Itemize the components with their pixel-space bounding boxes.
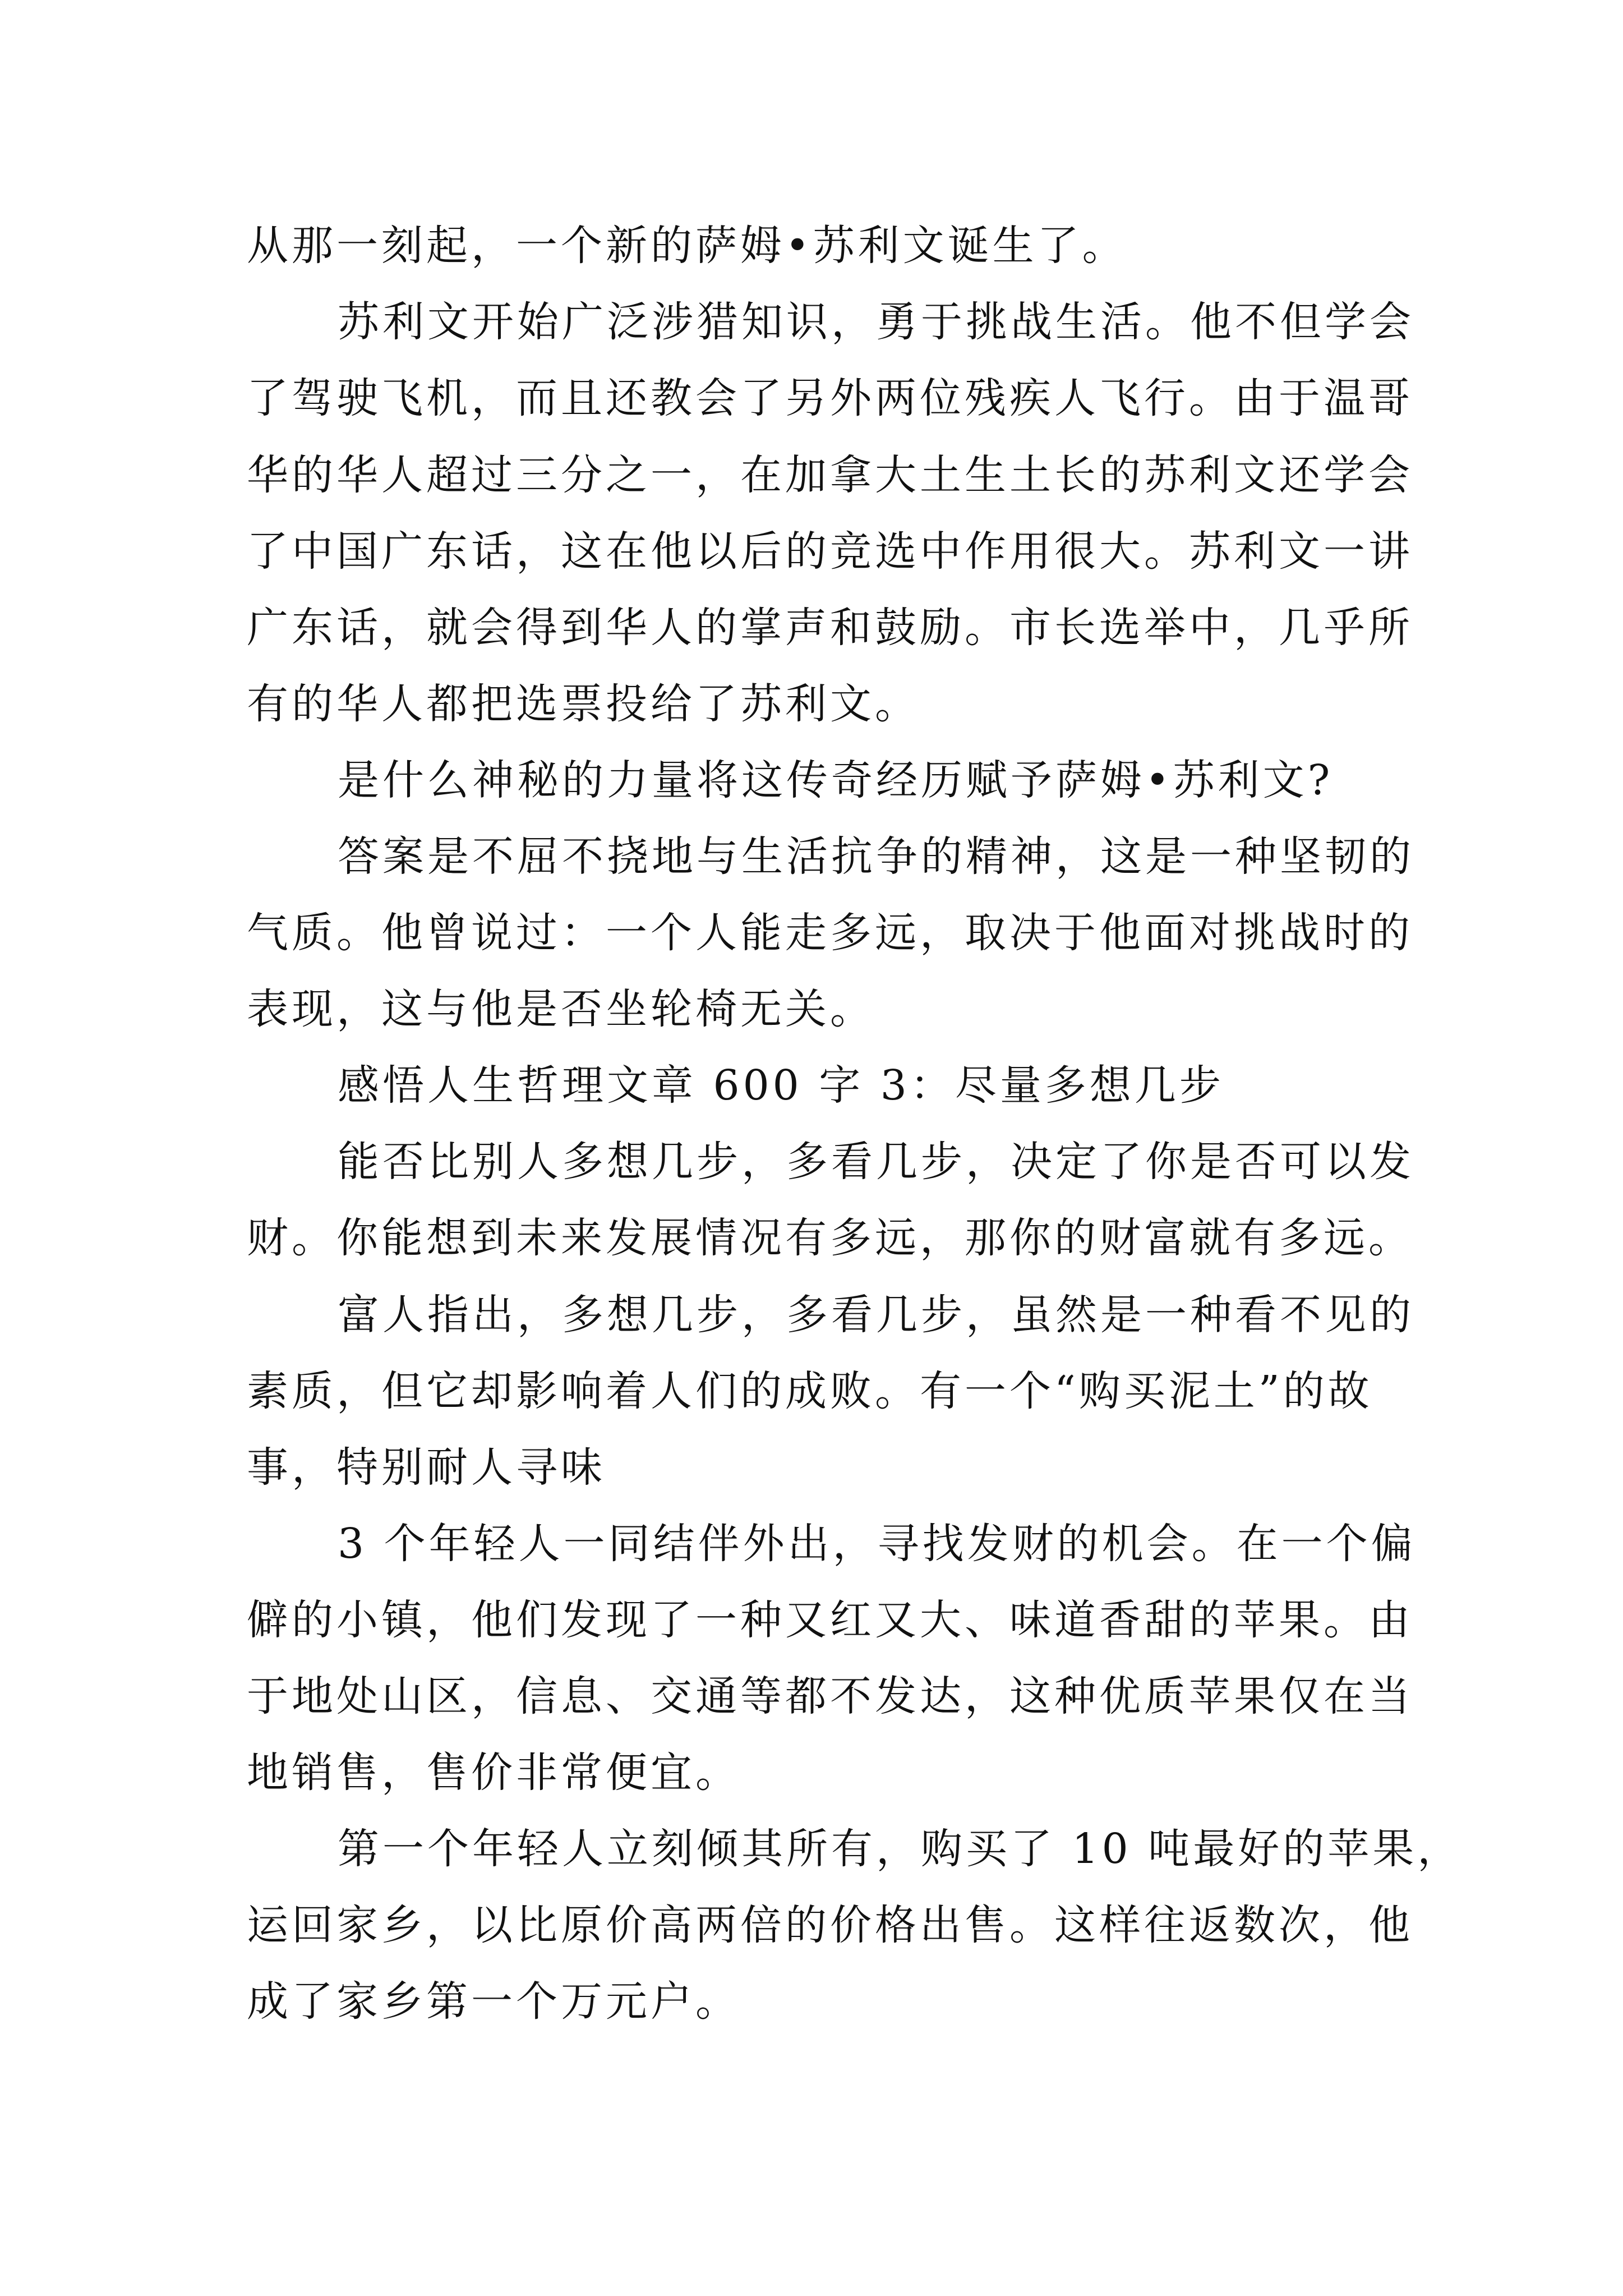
text-line: 华的华人超过三分之一，在加拿大土生土长的苏利文还学会	[247, 451, 1413, 499]
text-line: 表现，这与他是否坐轮椅无关。	[247, 985, 875, 1033]
paragraph-first-line: 苏利文开始广泛涉猎知识，勇于挑战生活。他不但学会	[338, 298, 1414, 346]
text-line: 了驾驶飞机，而且还教会了另外两位残疾人飞行。由于温哥	[247, 374, 1413, 422]
paragraph-first-line: 答案是不屈不挠地与生活抗争的精神，这是一种坚韧的	[338, 832, 1414, 881]
paragraph-first-line: 是什么神秘的力量将这传奇经历赋予萨姆•苏利文?	[338, 756, 1334, 804]
section-heading: 感悟人生哲理文章 600 字 3：尽量多想几步	[338, 1061, 1224, 1110]
text-line: 气质。他曾说过：一个人能走多远，取决于他面对挑战时的	[247, 909, 1413, 957]
paragraph-first-line: 第一个年轻人立刻倾其所有，购买了 10 吨最好的苹果，	[338, 1825, 1463, 1873]
text-line: 事，特别耐人寻味	[247, 1443, 606, 1492]
text-line: 成了家乡第一个万元户。	[247, 1977, 740, 2026]
text-line: 广东话，就会得到华人的掌声和鼓励。市长选举中，几乎所	[247, 604, 1413, 652]
text-line: 素质，但它却影响着人们的成败。有一个“购买泥土”的故	[247, 1367, 1373, 1415]
text-line: 于地处山区，信息、交通等都不发达，这种优质苹果仅在当	[247, 1672, 1413, 1720]
text-line: 财。你能想到未来发展情况有多远，那你的财富就有多远。	[247, 1214, 1413, 1262]
text-line: 地销售，售价非常便宜。	[247, 1749, 740, 1797]
text-line: 有的华人都把选票投给了苏利文。	[247, 680, 920, 728]
paragraph-first-line: 能否比别人多想几步，多看几步，决定了你是否可以发	[338, 1138, 1414, 1186]
paragraph-first-line: 富人指出，多想几步，多看几步，虽然是一种看不见的	[338, 1291, 1414, 1339]
text-line: 运回家乡，以比原价高两倍的价格出售。这样往返数次，他	[247, 1901, 1413, 1949]
text-line: 僻的小镇，他们发现了一种又红又大、味道香甜的苹果。由	[247, 1596, 1413, 1644]
text-line: 从那一刻起，一个新的萨姆•苏利文诞生了。	[247, 222, 1127, 270]
paragraph-first-line: 3 个年轻人一同结伴外出，寻找发财的机会。在一个偏	[338, 1520, 1416, 1568]
text-line: 了中国广东话，这在他以后的竞选中作用很大。苏利文一讲	[247, 527, 1413, 576]
